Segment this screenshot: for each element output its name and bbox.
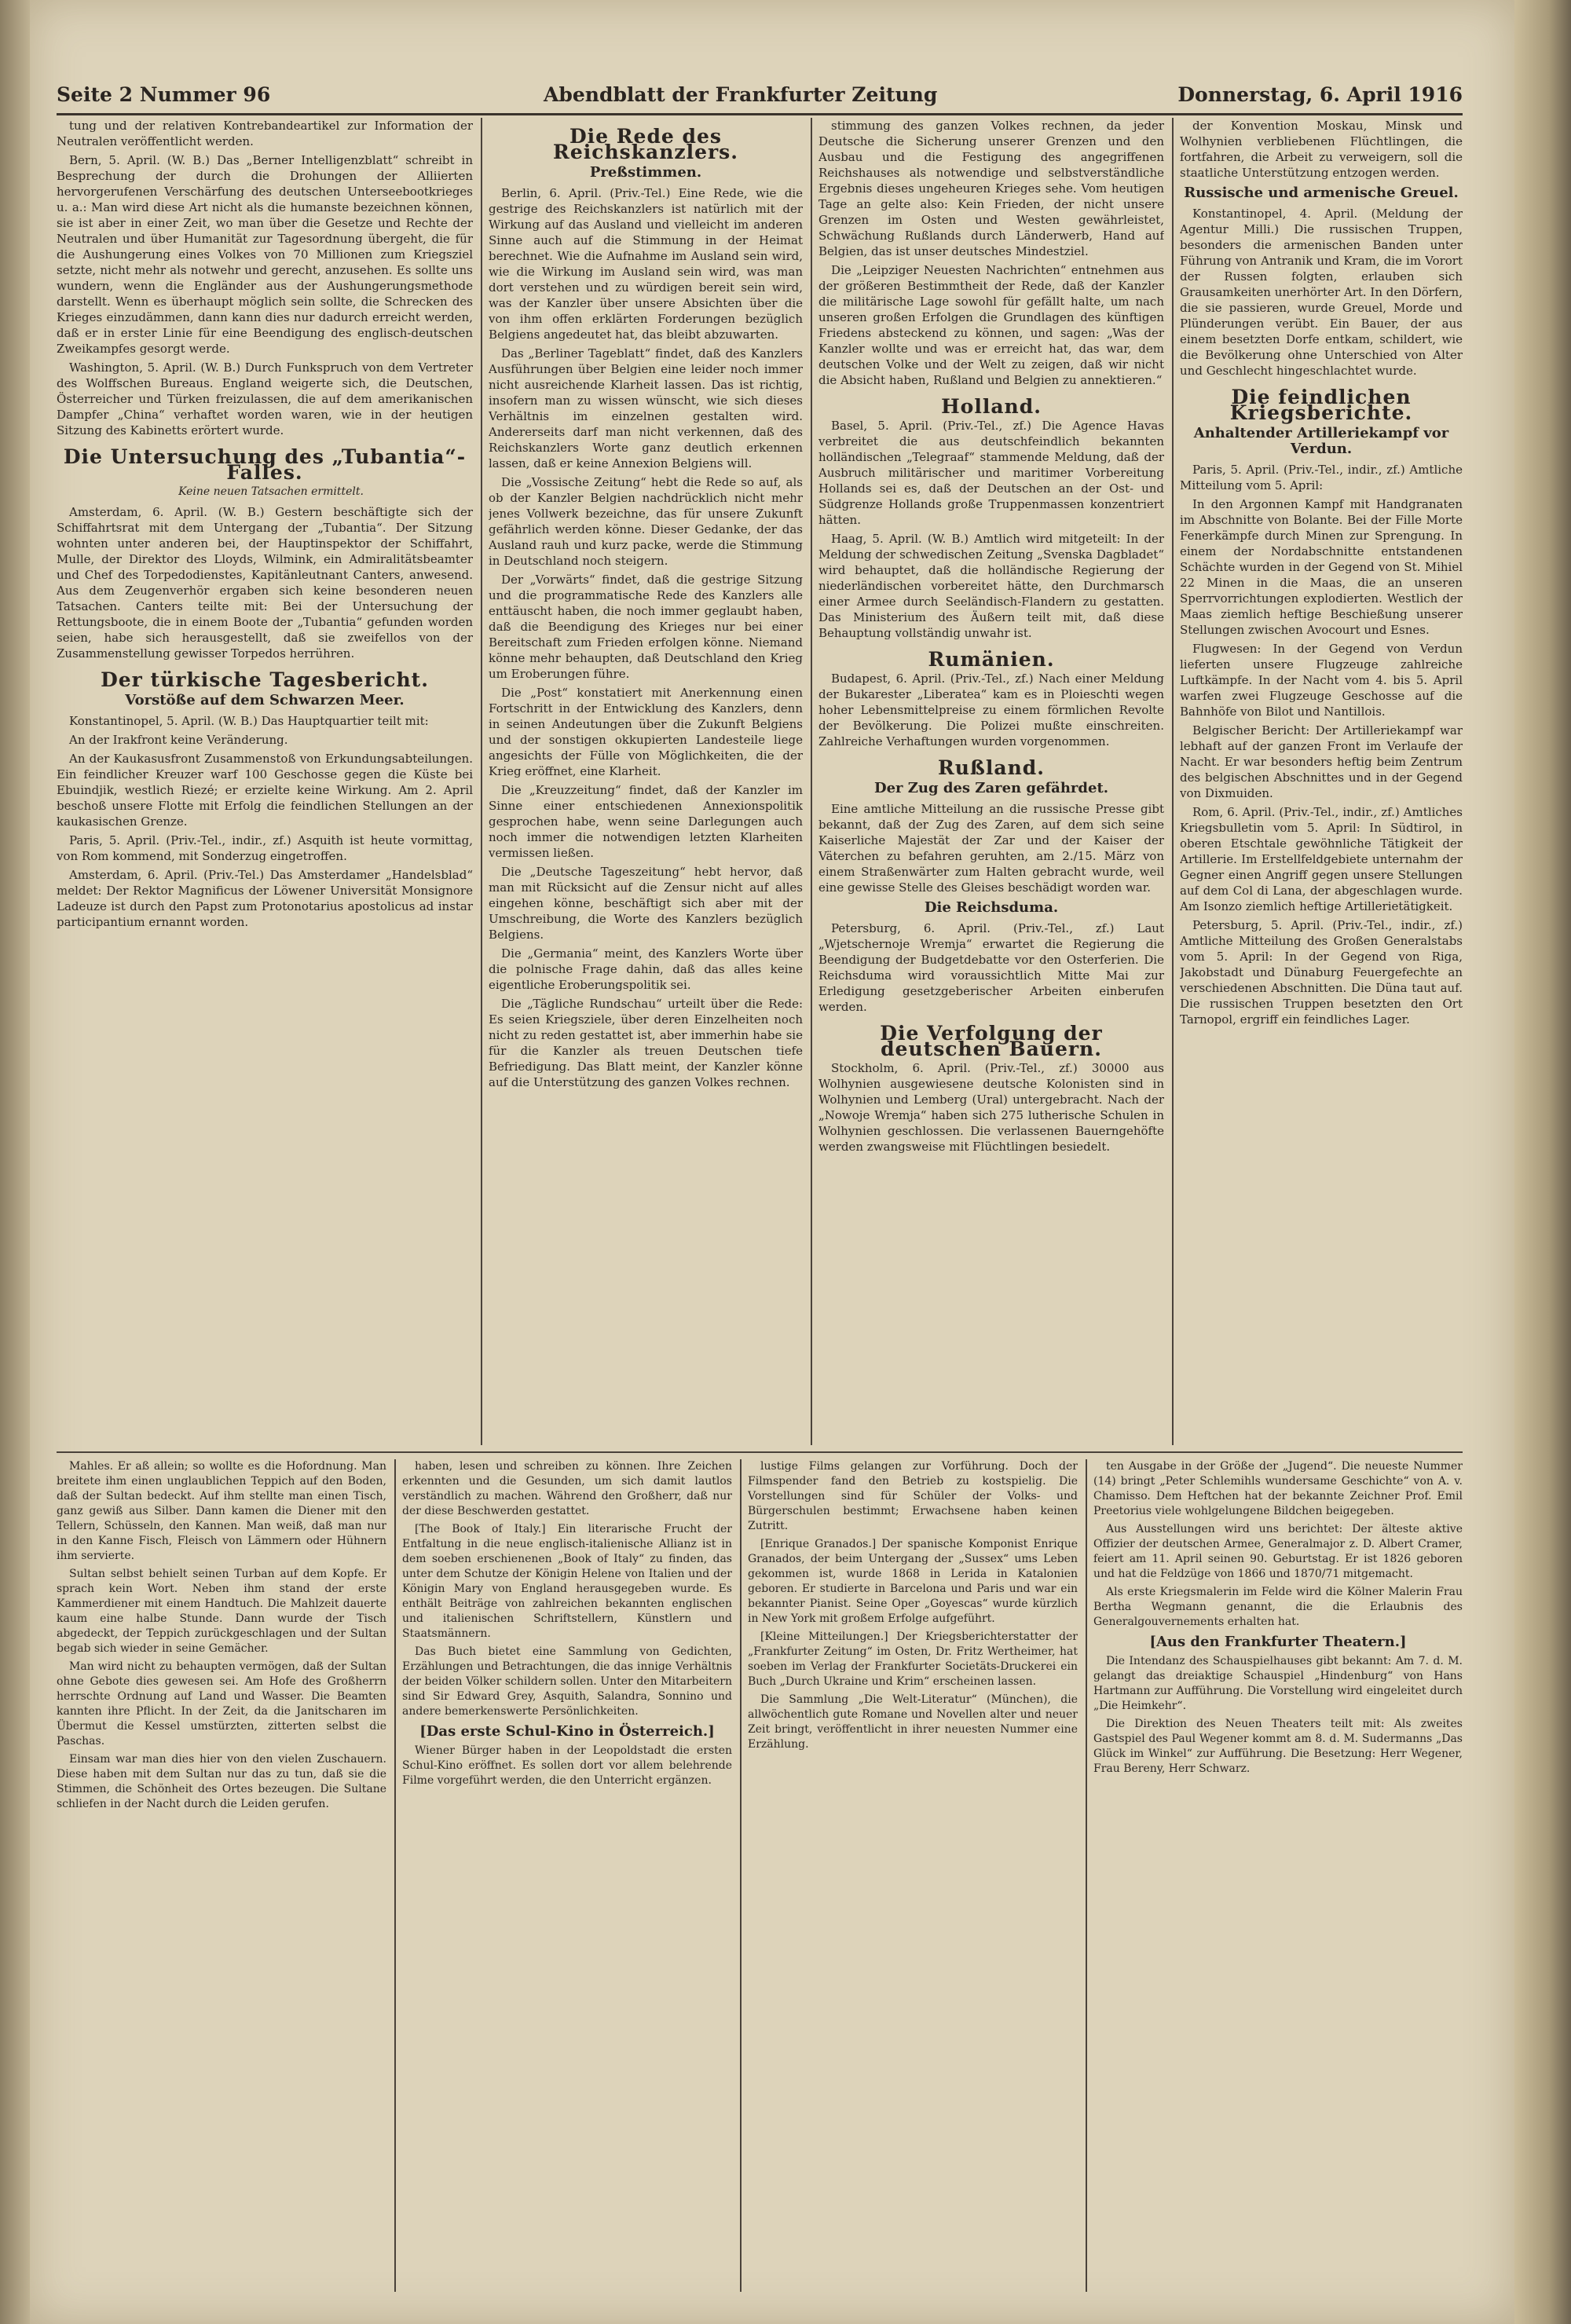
feuilleton-column-1	[57, 1459, 386, 2292]
article-paragraph: Stockholm, 6. April. (Priv.-Tel., zf.) 30000 aus Wolhynien ausgewiesene deutsche Kolonisten sind in Wolhynien und Lemberg (Ural) untergebracht. Nach der „Nowoje Wremja“ haben sich 275 lutherische Schulen in Wolhynien geschlossen. Die verlassenen Bauerngehöfte werden zwangsweise mit Flüchtlingen besiedelt.	[818, 1061, 1164, 1154]
article-paragraph: ten Ausgabe in der Größe der „Jugend“. Die neueste Nummer (14) bringt „Peter Schlemihls wundersame Geschichte“ von A. v. Chamisso. Dem Heftchen hat der bekannte Zeichner Prof. Emil Preetorius viele wohlgelungene Bildchen beigegeben.	[1093, 1460, 1463, 1517]
column-rule	[811, 118, 812, 1445]
article-paragraph: Die „Vossische Zeitung“ hebt die Rede so auf, als ob der Kanzler Belgien nachdrücklich nicht mehr jenes Vollwerk bezeichne, das für unsere Zukunft gefährlich werden könne. Dieser Gedanke, der das Ausland rauh und kurz packe, werde die Stimmung in Deutschland noch steigern.	[489, 475, 803, 568]
article-paragraph: Der „Vorwärts“ findet, daß die gestrige Sitzung und die programmatische Rede des Kanzlers alle enttäuscht haben, die noch immer geglaubt haben, daß die Beendigung des Krieges nur bei einer Bereitschaft zum Frieden erfolgen könne. Niemand könne mehr behaupten, daß Deutschland den Krieg um Eroberungen führe.	[489, 573, 803, 681]
article-heading: Die Reichsduma.	[924, 899, 1059, 916]
page-header	[57, 82, 1463, 115]
column-rule	[740, 1459, 742, 2292]
article-paragraph: Die „Deutsche Tageszeitung“ hebt hervor, daß man mit Rücksicht auf die Zensur nicht auf alles eingehen könne, beschäftigt sich aber mit der Umschreibung, die Worte des Kanzlers bezüglich Belgiens.	[489, 865, 803, 942]
article-paragraph: Die „Leipziger Neuesten Nachrichten“ entnehmen aus der größeren Bestimmtheit der Rede, daß der Kanzler die militärische Lage sowohl für gefällt halte, um nach unseren großen Erfolgen die Grundlagen des künftigen Friedens absteckend zu können, und sagen: „Was der Kanzler wollte und was er erreicht hat, das war, dem deutschen Volke und der Welt zu zeigen, daß wir nicht die Absicht haben, Rußland und Belgien zu annektieren.“	[818, 263, 1164, 387]
article-paragraph: Paris, 5. April. (Priv.-Tel., indir., zf.) Amtliche Mitteilung vom 5. April:	[1180, 463, 1463, 492]
article-paragraph: In den Argonnen Kampf mit Handgranaten im Abschnitte von Bolante. Bei der Fille Morte Fenerkämpfe durch Minen zur Sprengung. In einem der Nordabschnitte entstandenen Schächte wurden in der Gegend von St. Mihiel 22 Minen in die Maas, die an unseren Sperrvorrichtungen explodierten. Westlich der Maas ziemlich heftige Beschießung unserer Stellungen zwischen Avocourt und Esnes.	[1180, 497, 1463, 637]
article-paragraph: Aus Ausstellungen wird uns berichtet: Der älteste aktive Offizier der deutschen Armee, Generalmajor z. D. Albert Cramer, feiert am 11. April seinen 90. Geburtstag. Er ist 1826 geboren und hat die Feldzüge von 1866 und 1870/71 mitgemacht.	[1093, 1523, 1463, 1580]
article-paragraph: [Enrique Granados.] Der spanische Komponist Enrique Granados, der beim Untergang der „Sussex“ ums Leben gekommen ist, wurde 1868 in Lerida in Katalonien geboren. Er studierte in Barcelona und Paris und war ein bekannter Pianist. Seine Oper „Goyescas“ wurde kürzlich in New York mit großem Erfolge aufgeführt.	[748, 1538, 1078, 1625]
column-1	[57, 118, 473, 1445]
article-paragraph: An der Kaukasusfront Zusammenstoß von Erkundungsabteilungen. Ein feindlicher Kreuzer warf 100 Geschosse gegen die Küste bei Ebuindjik, westlich Riezé; er erzielte keine Wirkung. Am 2. April beschoß unsere Flotte mit Erfolg die feindlichen Stellungen an der kaukasischen Grenze.	[57, 752, 473, 829]
article-paragraph: Flugwesen: In der Gegend von Verdun lieferten unsere Flugzeuge zahlreiche Luftkämpfe. In der Nacht vom 4. bis 5. April warfen zwei Flugzeuge Geschosse auf die Bahnhöfe von Bilot und Nantillois.	[1180, 642, 1463, 719]
article-heading: Anhaltender Artilleriekampf vor Verdun.	[1193, 425, 1449, 457]
article-paragraph: Paris, 5. April. (Priv.-Tel., indir., zf.) Asquith ist heute vormittag, von Rom kommend, mit Sonderzug eingetroffen.	[57, 833, 473, 863]
article-heading: Die Untersuchung des „Tubantia“-Falles.	[63, 445, 467, 484]
article-paragraph: Die Sammlung „Die Welt-Literatur“ (München), die allwöchentlich gute Romane und Novellen alter und neuer Zeit bringt, veröffentlicht in ihrer neuesten Nummer eine Erzählung.	[748, 1693, 1078, 1751]
article-paragraph: Berlin, 6. April. (Priv.-Tel.) Eine Rede, wie die gestrige des Reichskanzlers ist natürlich mit der Wirkung auf das Ausland und vielleicht im anderen Sinne auch auf die Stimmung in der Heimat berechnet. Wie die Aufnahme im Ausland sein wird, wie die Wirkung im Ausland sein wird, was man dort verstehen und zu würdigen bereit sein wird, was der Kanzler über unsere Absichten über die von ihm offen erklärten Forderungen bezüglich Belgiens angedeutet hat, das bleibt abzuwarten.	[489, 186, 803, 342]
article-paragraph: Einsam war man dies hier von den vielen Zuschauern. Diese haben mit dem Sultan nur das zu tun, daß sie die Stimmen, die Schönheit des Ortes bezeugen. Die Sultane schliefen in der Nacht durch die Leiden gerufen.	[57, 1753, 386, 1810]
article-paragraph: Budapest, 6. April. (Priv.-Tel., zf.) Nach einer Meldung der Bukarester „Liberatea“ kam es in Ploieschti wegen hoher Lebensmittelpreise zu einem förmlichen Revolte der Bevölkerung. Die Polizei mußte einschreiten. Zahlreiche Verhaftungen wurden vorgenommen.	[818, 672, 1164, 748]
article-paragraph: lustige Films gelangen zur Vorführung. Doch der Filmspender fand den Betrieb zu kostspielig. Die Vorstellungen sind für Schüler der Volks- und Bürgerschulen bestimmt; Erwachsene haben keinen Zutritt.	[748, 1460, 1078, 1532]
column-4	[1180, 118, 1463, 1445]
article-paragraph: Amsterdam, 6. April. (W. B.) Gestern beschäftigte sich der Schiffahrtsrat mit dem Untergang der „Tubantia“. Der Sitzung wohnten unter anderen bei, der Hauptinspektor der Schiffahrt, Mulle, der Direktor des Lloyds, Wilmink, ein Admiralitätsbeamter und Chef des Torpedodienstes, Kapitänleutnant Canters, anwesend. Aus dem Zeugenverhör ergaben sich keine besonderen neuen Tatsachen. Canters teilte mit: Bei der Untersuchung der Rettungsboote, die in einem Boote der „Tubantia“ gefunden worden seien, habe sich herausgestellt, daß sie zweifellos von der Zusammenstellung gewisser Torpedos herrühren.	[57, 505, 473, 661]
article-paragraph: Sultan selbst behielt seinen Turban auf dem Kopfe. Er sprach kein Wort. Neben ihm stand der erste Kammerdiener mit einem Handtuch. Die Mahlzeit dauerte kaum eine halbe Stunde. Dann wurde der Tisch abgedeckt, der Teppich zurückgeschlagen und der Sultan begab sich wieder in seine Gemächer.	[57, 1568, 386, 1655]
feuilleton-column-3	[748, 1459, 1078, 2292]
article-heading: [Aus den Frankfurter Theatern.]	[1149, 1634, 1407, 1650]
article-paragraph: Konstantinopel, 4. April. (Meldung der Agentur Milli.) Die russischen Truppen, besonders die armenischen Banden unter Führung von Antranik und Kram, die im Vorort der Russen folgten, erlauben sich Grausamkeiten unerhörter Art. In den Dörfern, die sie passieren, wurde Greuel, Morde und Plünderungen verübt. Ein Bauer, der aus einem besetzten Dorfe entkam, schildert, wie die Bevölkerung ohne Unterschied von Alter und Geschlecht hingeschlachtet wurde.	[1180, 207, 1463, 378]
article-paragraph: Amsterdam, 6. April. (Priv.-Tel.) Das Amsterdamer „Handelsblad“ meldet: Der Rektor Magnificus der Löwener Universität Monsignore Ladeuze ist durch den Papst zum Protonotarius apostolicus ad instar participantium ernannt worden.	[57, 868, 473, 929]
article-heading: Der türkische Tagesbericht.	[101, 668, 429, 691]
article-subtitle: Keine neuen Tatsachen ermittelt.	[178, 485, 364, 498]
column-2	[489, 118, 803, 1445]
article-paragraph: der Konvention Moskau, Minsk und Wolhynien verbliebenen Flüchtlingen, die fortfahren, die Arbeit zu verweigern, soll die staatliche Unterstützung entzogen werden.	[1180, 119, 1463, 180]
article-paragraph: Wiener Bürger haben in der Leopoldstadt die ersten Schul-Kino eröffnet. Es sollen dort vor allem belehrende Filme vorgeführt werden, die den Unterricht ergänzen.	[402, 1744, 732, 1787]
article-paragraph: Das Buch bietet eine Sammlung von Gedichten, Erzählungen und Betrachtungen, die das innige Verhältnis der beiden Völker schildern sollen. Unter den Mitarbeitern sind Sir Edward Grey, Asquith, Salandra, Sonnino und andere bemerkenswerte Persönlichkeiten.	[402, 1645, 732, 1718]
article-paragraph: An der Irakfront keine Veränderung.	[69, 733, 288, 747]
article-paragraph: Die „Kreuzzeitung“ findet, daß der Kanzler im Sinne einer entschiedenen Annexionspolitik gesprochen habe, wenn seine Darlegungen auch noch immer die notwendigen letzten Klarheiten vermissen ließen.	[489, 783, 803, 860]
article-heading: Rußland.	[937, 756, 1045, 779]
article-paragraph: [Kleine Mitteilungen.] Der Kriegsberichterstatter der „Frankfurter Zeitung“ im Osten, Dr. Fritz Wertheimer, hat soeben im Verlag der Frankfurter Societäts-Druckerei ein Buch „Durch Ukraine und Krim“ erscheinen lassen.	[748, 1630, 1078, 1688]
article-paragraph: Rom, 6. April. (Priv.-Tel., indir., zf.) Amtliches Kriegsbulletin vom 5. April: In Südtirol, in oberen Etschtale gewöhnliche Tätigkeit der Artillerie. Im Erstellfeldgebiete unternahm der Gegner einen Angriff gegen unsere Stellungen auf dem Col di Lana, der abgeschlagen wurde. Am Isonzo ziemlich heftige Artillerietätigkeit.	[1180, 805, 1463, 913]
column-rule	[394, 1459, 396, 2292]
column-rule	[1086, 1459, 1087, 2292]
column-3	[818, 118, 1164, 1445]
article-paragraph: [The Book of Italy.] Ein literarische Frucht der Entfaltung in die neue englisch-italienische Allianz ist in dem soeben erschienenen „Book of Italy“ zu finden, das unter dem Schutze der Königin Helene von Italien und der Königin Mary von England herausgegeben wurde. Es enthält Beiträge von zahlreichen bekannten englischen und italienischen Schriftstellern, Künstlern und Staatsmännern.	[402, 1523, 732, 1640]
article-paragraph: Basel, 5. April. (Priv.-Tel., zf.) Die Agence Havas verbreitet die aus deutschfeindlich bekannten holländischen „Telegraaf“ stammende Meldung, daß der Ausbruch militärischer und maritimer Vorbereitung Hollands sei es, daß der Deutschen an der Ost- und Südgrenze Hollands große Truppenmassen konzentriert hätten.	[818, 419, 1164, 527]
feuilleton-rule	[57, 1451, 1463, 1453]
article-heading: Vorstöße auf dem Schwarzen Meer.	[125, 692, 405, 708]
article-paragraph: stimmung des ganzen Volkes rechnen, da jeder Deutsche die Sicherung unserer Grenzen und den Ausbau und die Festigung des angegriffenen Reichshauses als notwendige und selbstverständliche Ergebnis dieses ungeheuren Krieges sehe. Vom heutigen Tage an gelte also: Kein Frieden, der nicht unsere Grenzen im Osten und Westen gewährleistet, Schwächung Rußlands durch Länderwerb, Hand auf Belgien, das ist unser deutsches Mindestziel.	[818, 119, 1164, 258]
header-masthead: Abendblatt der Frankfurter Zeitung	[544, 83, 938, 106]
article-heading: Die Verfolgung der deutschen Bauern.	[880, 1022, 1103, 1060]
binding-left-edge	[0, 0, 30, 2324]
article-paragraph: Konstantinopel, 5. April. (W. B.) Das Hauptquartier teilt mit:	[69, 714, 429, 728]
article-paragraph: tung und der relativen Kontrebandeartikel zur Information der Neutralen veröffentlicht werden.	[57, 119, 473, 148]
article-paragraph: Die „Tägliche Rundschau“ urteilt über die Rede: Es seien Kriegsziele, über deren Einzelheiten noch nicht zu reden gestattet ist, aber immerhin habe sie für die Kanzler als treuen Deutschen tiefe Befriedigung. Das Blatt meint, der Kanzler könne auf die Unterstützung des ganzen Volkes rechnen.	[489, 997, 803, 1089]
article-heading: [Das erste Schul-Kino in Österreich.]	[419, 1723, 715, 1740]
article-paragraph: Die Direktion des Neuen Theaters teilt mit: Als zweites Gastspiel des Paul Wegener kommt am 8. d. M. Sudermanns „Das Glück im Winkel“ zur Aufführung. Die Besetzung: Herr Wegener, Frau Bereny, Herr Schwarz.	[1093, 1718, 1463, 1775]
article-paragraph: Die „Germania“ meint, des Kanzlers Worte über die polnische Frage dahin, daß das alles keine eigentliche Eroberungspolitik sei.	[489, 946, 803, 992]
article-paragraph: Bern, 5. April. (W. B.) Das „Berner Intelligenzblatt“ schreibt in Besprechung der durch die Drohungen der Alliierten hervorgerufenen Verschärfung des deutschen Unterseebootkrieges u. a.: Man wird diese Art nicht als die humanste bezeichnen können, sie ist aber in einer Zeit, wo man über die Gesetze und Rechte der Neutralen und über Humanität zur Tagesordnung übergeht, die für die Aushungerung eines Volkes von 70 Millionen zum Kriegsziel setzte, nicht mehr als notwehr und gerecht, anzusehen. Es sollte uns wundern, wenn die Engländer aus der Aushungerungsmethode darstellt. Wenn es überhaupt möglich sein sollte, die Schrecken des Krieges einzudämmen, dann kann dies nur dadurch erreicht werden, daß er in erster Linie für eine Beendigung des englisch-deutschen Zweikampfes gesorgt werde.	[57, 153, 473, 356]
article-paragraph: Die „Post“ konstatiert mit Anerkennung einen Fortschritt in der Entwicklung des Kanzlers, denn in seinen Andeutungen über die Zukunft Belgiens und der sonstigen okkupierten Landesteile liege angesichts der Fülle von Möglichkeiten, die der Krieg eröffnet, eine Klarheit.	[489, 686, 803, 778]
header-page-number: Seite 2 Nummer 96	[57, 83, 271, 106]
article-heading: Holland.	[941, 395, 1042, 418]
article-paragraph: Petersburg, 5. April. (Priv.-Tel., indir., zf.) Amtliche Mitteilung des Großen Generalstabs vom 5. April: In der Gegend von Riga, Jakobstadt und Dünaburg Feuergefechte an verschiedenen Abschnitten. Die Düna taut auf. Die russischen Truppen besetzten den Ort Tarnopol, ergriff ein feindliches Lager.	[1180, 918, 1463, 1027]
article-heading: Die Rede des Reichskanzlers.	[553, 125, 738, 163]
article-paragraph: Als erste Kriegsmalerin im Felde wird die Kölner Malerin Frau Bertha Wegmann genannt, die die Erlaubnis des Generalgouvernements erhalten hat.	[1093, 1586, 1463, 1628]
article-paragraph: Haag, 5. April. (W. B.) Amtlich wird mitgeteilt: In der Meldung der schwedischen Zeitung „Svenska Dagbladet“ wird behauptet, daß die holländische Regierung der niederländischen vorbereitet hätte, den Durchmarsch einer Armee durch Seeländisch-Flandern zu gestatten. Das Ministerium des Äußern teilt mit, daß diese Behauptung vollständig unwahr ist.	[818, 532, 1164, 640]
article-paragraph: Eine amtliche Mitteilung an die russische Presse gibt bekannt, daß der Zug des Zaren, auf dem sich seine Kaiserliche Majestät der Zar und der Kaiser der Väterchen zu befahren geruhten, am 2./15. März von einem Straßenwärter zum Halten gebracht wurde, weil eine gewisse Stelle des Gleises beschädigt worden war.	[818, 802, 1164, 895]
article-paragraph: haben, lesen und schreiben zu können. Ihre Zeichen erkennten und die Gesunden, um sich damit lautlos verständlich zu machen. Während den Großherr, daß nur der diese Beschwerden gestattet.	[402, 1460, 732, 1517]
article-paragraph: Die Intendanz des Schauspielhauses gibt bekannt: Am 7. d. M. gelangt das dreiaktige Schauspiel „Hindenburg“ von Hans Hartmann zur Aufführung. Die Vorstellung wird eingeleitet durch „Die Heimkehr“.	[1093, 1655, 1463, 1712]
article-heading: Preßstimmen.	[589, 164, 702, 181]
article-paragraph: Das „Berliner Tageblatt“ findet, daß des Kanzlers Ausführungen über Belgien eine leider noch immer nicht ausreichende Klarheit lassen. Das ist richtig, insofern man zu wissen wünscht, wie sich dieses Verhältnis im einzelnen gestalten wird. Andererseits darf man nicht verkennen, daß des Reichskanzlers Worte ganz deutlich erkennen lassen, daß er keine Annexion Belgiens will.	[489, 346, 803, 470]
article-heading: Der Zug des Zaren gefährdet.	[873, 780, 1109, 796]
article-heading: Rumänien.	[928, 648, 1055, 671]
article-heading: Die feindlichen Kriegsberichte.	[1229, 386, 1413, 424]
feuilleton-column-4	[1093, 1459, 1463, 2292]
header-date: Donnerstag, 6. April 1916	[1177, 83, 1463, 106]
binding-spine	[1514, 0, 1571, 2324]
article-heading: Russische und armenische Greuel.	[1184, 185, 1459, 201]
column-rule	[1172, 118, 1174, 1445]
article-paragraph: Washington, 5. April. (W. B.) Durch Funkspruch von dem Vertreter des Wolffschen Bureaus. England weigerte sich, die Deutschen, Österreicher und Türken freizulassen, die auf dem amerikanischen Dampfer „China“ verhaftet worden waren, wie in der heutigen Sitzung des Kabinetts erörtert wurde.	[57, 360, 473, 437]
column-rule	[481, 118, 482, 1445]
article-paragraph: Petersburg, 6. April. (Priv.-Tel., zf.) Laut „Wjetschernoje Wremja“ erwartet die Regierung die Beendigung der Budgetdebatte vor den Osterferien. Die Reichsduma wird voraussichtlich Mitte Mai zur Erledigung gesetzgeberischer Arbeiten einberufen werden.	[818, 921, 1164, 1014]
feuilleton-column-2	[402, 1459, 732, 2292]
article-paragraph: Belgischer Bericht: Der Artilleriekampf war lebhaft auf der ganzen Front im Verlaufe der Nacht. Er war besonders heftig beim Zentrum des belgischen Abschnittes und in der Gegend von Dixmuiden.	[1180, 723, 1463, 800]
article-paragraph: Mahles. Er aß allein; so wollte es die Hofordnung. Man breitete ihm einen unglaublichen Teppich auf den Boden, daß der Sultan bedeckt. Auf ihm stellte man einen Tisch, ganz gewiß aus Silber. Dann kamen die Diener mit den Tellern, Schüsseln, den Kannen. Man weiß, daß man nur in den Kanne Fisch, Fleisch von Lämmern oder Hühnern ihm servierte.	[57, 1460, 386, 1562]
article-paragraph: Man wird nicht zu behaupten vermögen, daß der Sultan ohne Gebote dies gewesen sei. Am Hofe des Großherrn herrschte Ordnung auf Land und Wasser. Die Beamten kannten ihre Pflicht. In der Zeit, da die Janitscharen im Übermut die Kessel umstürzten, zitterten selbst die Paschas.	[57, 1660, 386, 1748]
